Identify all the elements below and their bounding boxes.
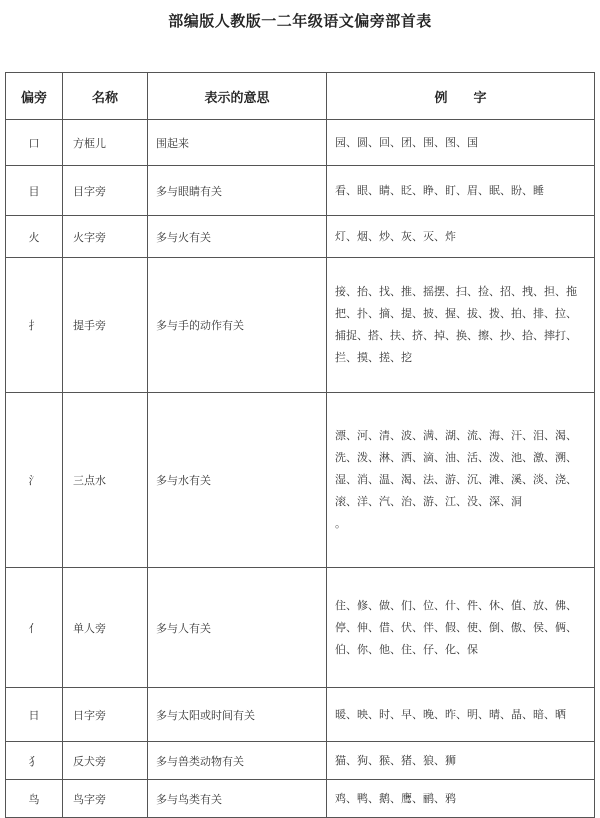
table-row [6, 568, 595, 688]
table-row [6, 780, 595, 818]
header-name: 名称 [63, 73, 148, 120]
radical-table [5, 72, 595, 818]
meaning-cell: 多与手的动作有关 [148, 258, 327, 393]
table-row [6, 742, 595, 780]
name-cell: 火字旁 [63, 216, 148, 258]
examples-cell [327, 393, 595, 568]
meaning-cell: 多与人有关 [148, 568, 327, 688]
examples-cell: 猫、狗、猴、猪、狼、狮 [327, 742, 595, 780]
radical-cell: 犭 [6, 742, 63, 780]
radical-cell: 氵 [6, 393, 63, 568]
table-row [6, 688, 595, 742]
radical-cell: 扌 [6, 258, 63, 393]
examples-cell: 接、抬、找、推、摇摆、扫、捡、招、拽、担、拖把、扑、摘、提、披、握、拔、拨、拍、排、拉、捕捉、搭、扶、挤、掉、换、擦、抄、拾、摔打、拦、摸、搓、挖 [327, 258, 595, 393]
meaning-cell: 多与火有关 [148, 216, 327, 258]
name-cell: 目字旁 [63, 166, 148, 216]
header-examples: 例 字 [327, 73, 595, 120]
radical-cell: 亻 [6, 568, 63, 688]
meaning-cell: 多与眼睛有关 [148, 166, 327, 216]
table-header-row [6, 73, 595, 120]
table-row [6, 216, 595, 258]
examples-cell: 住、修、做、们、位、什、件、休、值、放、佛、停、伸、借、伏、伴、假、使、倒、傲、侯、俩、伯、你、他、住、仔、化、保 [327, 568, 595, 688]
name-cell: 三点水 [63, 393, 148, 568]
table-row [6, 258, 595, 393]
radical-cell: 口 [6, 120, 63, 166]
name-cell: 反犬旁 [63, 742, 148, 780]
name-cell: 提手旁 [63, 258, 148, 393]
table-row [6, 393, 595, 568]
examples-cell: 鸡、鸭、鹅、鹰、鹂、鸦 [327, 780, 595, 818]
name-cell: 单人旁 [63, 568, 148, 688]
examples-cell: 园、圆、回、团、围、图、国 [327, 120, 595, 166]
examples-cell: 灯、烟、炒、灰、灭、炸 [327, 216, 595, 258]
radical-cell: 鸟 [6, 780, 63, 818]
name-cell: 日字旁 [63, 688, 148, 742]
meaning-cell: 多与水有关 [148, 393, 327, 568]
radical-cell: 日 [6, 688, 63, 742]
examples-cell: 看、眼、睛、眨、睁、盯、眉、眠、盼、睡 [327, 166, 595, 216]
examples-cell: 暖、映、时、早、晚、昨、明、晴、晶、暗、晒 [327, 688, 595, 742]
meaning-cell: 多与鸟类有关 [148, 780, 327, 818]
meaning-cell: 多与太阳或时间有关 [148, 688, 327, 742]
table-row [6, 166, 595, 216]
radical-cell: 火 [6, 216, 63, 258]
name-cell: 鸟字旁 [63, 780, 148, 818]
examples-text: 漂、河、清、波、满、湖、流、海、汗、泪、渴、洗、泼、淋、洒、滴、油、活、泼、池、激、溯、湿、消、温、渴、法、游、沉、滩、溪、淡、浇、滚、洋、汽、治、游、江、没、深、洞 [335, 429, 577, 508]
name-cell: 方框儿 [63, 120, 148, 166]
table-row [6, 120, 595, 166]
meaning-cell: 多与兽类动物有关 [148, 742, 327, 780]
page-title: 部编版人教版一二年级语文偏旁部首表 [168, 12, 432, 30]
meaning-cell: 围起来 [148, 120, 327, 166]
header-radical: 偏旁 [6, 73, 63, 120]
header-meaning: 表示的意思 [148, 73, 327, 120]
radical-cell: 目 [6, 166, 63, 216]
examples-trailing-mark: 。 [335, 517, 346, 530]
